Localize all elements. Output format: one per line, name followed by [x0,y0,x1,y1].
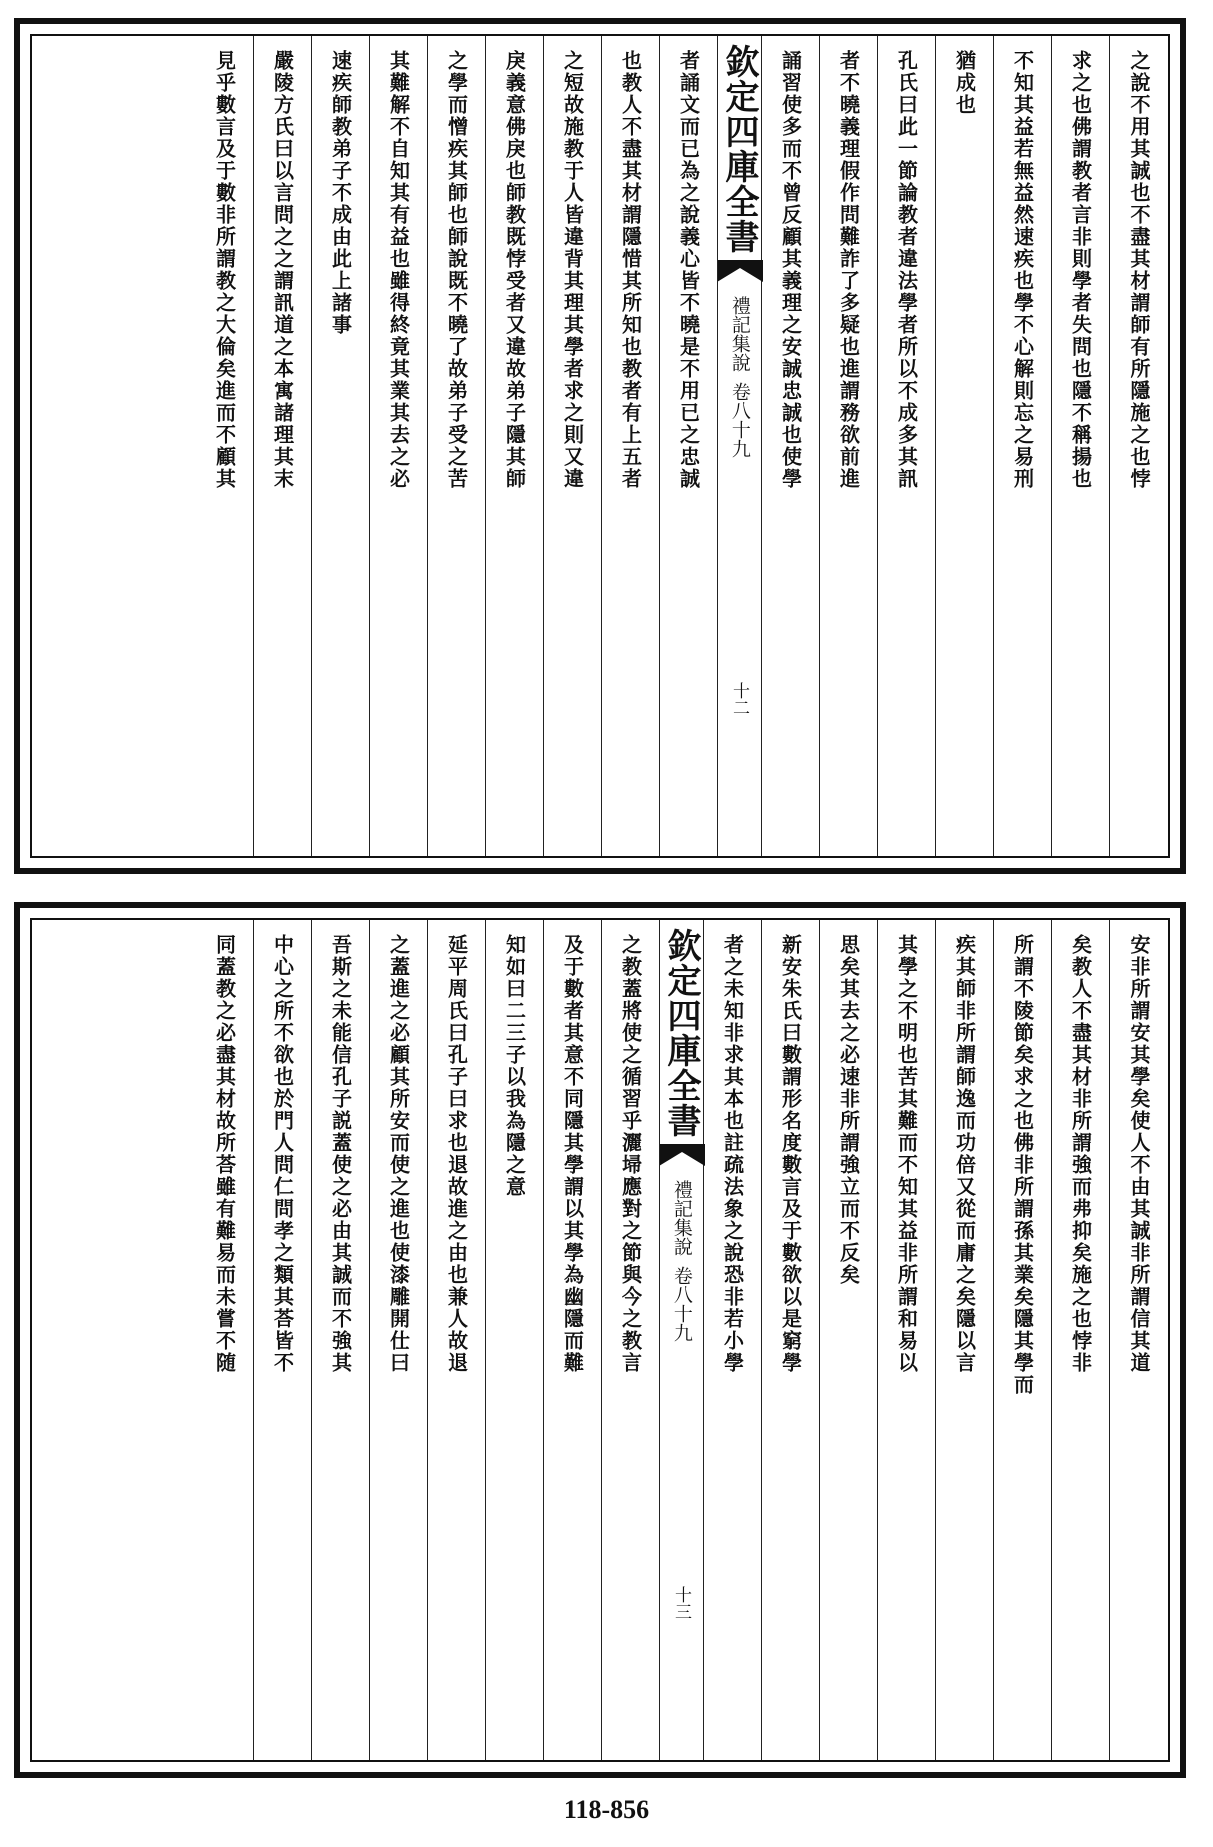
column-right-6 [820,920,878,1760]
text-column: 之短故施教于人皆違背其理其學者求之則又違 [560,50,585,490]
column-left-5 [370,920,428,1760]
column-right-4 [936,920,994,1760]
text-column: 求之也佛謂教者言非則學者失問也隱不稱揚也 [1068,50,1093,490]
column-left-9 [196,36,254,856]
text-column: 也教人不盡其材謂隱惜其所知也教者有上五者 [618,50,643,490]
text-column: 吾斯之未能信孔子説蓋使之必由其誠而不強其 [328,934,353,1374]
text-column: 疾其師非所謂師逸而功倍又從而庸之矣隱以言 [952,934,977,1374]
column-left-4 [428,920,486,1760]
column-right-8 [704,920,762,1760]
column-right-4 [936,36,994,856]
text-column: 所謂不陵節矣求之也佛非所謂孫其業矣隱其學而 [1010,934,1035,1396]
text-column: 思矣其去之必速非所謂強立而不反矣 [836,934,861,1286]
column-right-7 [762,920,820,1760]
text-column: 嚴陵方氏曰以言問之之謂訊道之本寓諸理其末 [270,50,295,490]
center-fold-column [660,920,704,1760]
text-column: 中心之所不欲也於門人問仁問孝之類其荅皆不 [270,934,295,1374]
column-left-8 [254,36,312,856]
text-column: 其學之不明也苦其難而不知其益非所謂和易以 [894,934,919,1374]
column-left-8 [196,920,254,1760]
leaf-number: 十二 [729,682,749,716]
text-column: 之蓋進之必顧其所安而使之進也使漆雕開仕曰 [386,934,411,1374]
text-column: 戾義意佛戾也師教既悖受者又違故弟子隱其師 [502,50,527,490]
fishtail-mark-icon [659,1144,705,1170]
text-column: 之學而憎疾其師也師說既不曉了故弟子受之苦 [444,50,469,490]
upper-columns [32,36,1168,856]
column-left-2 [544,920,602,1760]
text-column: 同蓋教之必盡其材故所荅雖有難易而未嘗不随 [212,934,237,1374]
column-left-6 [312,920,370,1760]
upper-page-frame [30,34,1170,858]
column-right-6 [820,36,878,856]
text-column: 新安朱氏曰數謂形名度數言及于數欲以是窮學 [778,934,803,1374]
page-number: 118-856 [563,1795,650,1824]
column-left-7 [254,920,312,1760]
text-column: 猶成也 [952,50,977,116]
center-fold-column [718,36,762,856]
text-column: 及于數者其意不同隱其學謂以其學為幽隱而難 [560,934,585,1374]
lower-columns [32,920,1168,1760]
column-left-6 [370,36,428,856]
column-left-1 [602,920,660,1760]
column-right-7 [762,36,820,856]
text-column: 誦習使多而不曾反顧其義理之安誠忠誠也使學 [778,50,803,490]
column-right-2 [1052,36,1110,856]
text-column: 矣教人不盡其材非所謂強而弗抑矣施之也悖非 [1068,934,1093,1374]
text-column: 者不曉義理假作問難詐了多疑也進謂務欲前進 [836,50,861,490]
column-right-2 [1052,920,1110,1760]
column-left-3 [486,920,544,1760]
lower-page [14,902,1186,1778]
text-column: 延平周氏曰孔子曰求也退故進之由也兼人故退 [444,934,469,1374]
collection-title: 欽定四庫全書 [661,928,701,1138]
book-title: 禮記集說 [728,296,751,372]
collection-title: 欽定四庫全書 [719,44,759,254]
column-right-3 [994,36,1052,856]
leaf-number: 十三 [671,1586,691,1620]
text-column: 孔氏曰此一節論教者違法學者所以不成多其訊 [894,50,919,490]
book-title: 禮記集說 [670,1180,693,1256]
column-left-3 [544,36,602,856]
text-column: 者之未知非求其本也註疏法象之說恐非若小學 [720,934,745,1374]
column-left-1 [660,36,718,856]
column-right-5 [878,36,936,856]
volume-label: 卷八十九 [728,382,751,458]
text-column: 速疾師教弟子不成由此上諸事 [328,50,353,336]
column-right-5 [878,920,936,1760]
column-left-2 [602,36,660,856]
volume-label: 卷八十九 [670,1266,693,1342]
column-left-5 [428,36,486,856]
text-column: 見乎數言及于數非所謂教之大倫矣進而不顧其 [212,50,237,490]
column-left-7 [312,36,370,856]
column-right-1 [1110,920,1168,1760]
column-right-3 [994,920,1052,1760]
fishtail-mark-icon [717,260,763,286]
text-column: 之說不用其誠也不盡其材謂師有所隱施之也悖 [1127,50,1151,490]
text-column: 者誦文而已為之說義心皆不曉是不用已之忠誠 [676,50,701,490]
text-column: 不知其益若無益然速疾也學不心解則忘之易刑 [1010,50,1035,490]
upper-page [14,18,1186,874]
lower-page-frame [30,918,1170,1762]
column-left-4 [486,36,544,856]
column-right-1 [1110,36,1168,856]
text-column: 知如曰二三子以我為隱之意 [502,934,527,1198]
text-column: 安非所謂安其學矣使人不由其誠非所謂信其道 [1127,934,1151,1374]
text-column: 其難解不自知其有益也雖得終竟其業其去之必 [386,50,411,490]
text-column: 之教蓋將使之循習乎灑埽應對之節與今之教言 [618,934,643,1374]
